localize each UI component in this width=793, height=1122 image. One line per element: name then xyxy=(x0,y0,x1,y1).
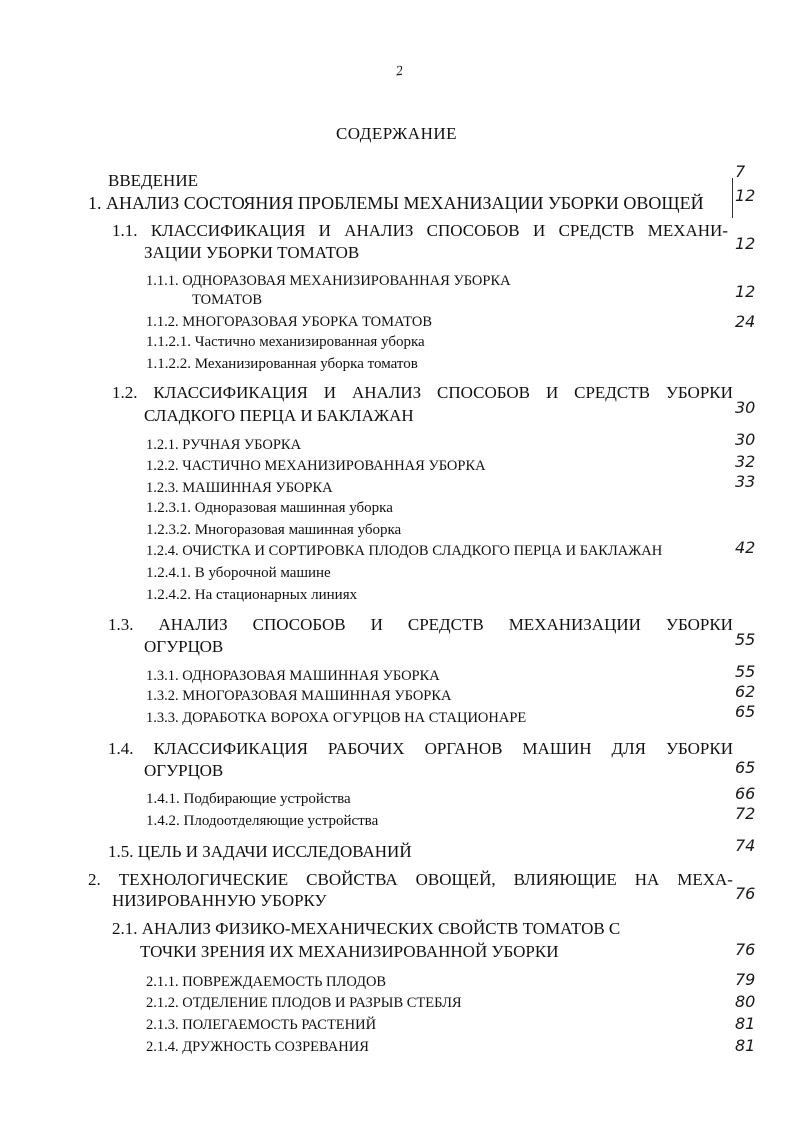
toc-entry-word: МЕХАНИЗАЦИИ xyxy=(508,615,641,634)
toc-entry-word: МАШИН xyxy=(522,739,592,758)
toc-entry-word: И xyxy=(532,221,546,240)
toc-entry-word: СРЕДСТВ xyxy=(558,221,635,240)
toc-page-number: 80 xyxy=(735,992,756,1011)
toc-page-number: 76 xyxy=(735,884,756,903)
toc-page-number: 66 xyxy=(735,784,756,803)
toc-entry: 1.3.2. МНОГОРАЗОВАЯ МАШИННАЯ УБОРКА xyxy=(146,688,452,704)
toc-entry-word: ОРГАНОВ xyxy=(424,739,503,758)
toc-entry: 1.3.1. ОДНОРАЗОВАЯ МАШИННАЯ УБОРКА xyxy=(146,668,440,684)
toc-entry: 1.4.1. Подбирающие устройства xyxy=(146,791,351,807)
toc-page-number: 30 xyxy=(735,430,756,449)
toc-page-number: 79 xyxy=(735,970,756,989)
toc-entry-word: 2. xyxy=(88,870,101,889)
toc-page-number: 7 xyxy=(735,162,746,181)
toc-entry-word: ОВОЩЕЙ, xyxy=(415,870,496,889)
toc-entry-word: И xyxy=(318,221,331,240)
toc-page-number: 72 xyxy=(735,804,756,823)
toc-entry-word: СПОСОБОВ xyxy=(437,383,531,402)
toc-entry-word: ДЛЯ xyxy=(611,739,646,758)
toc-entry xyxy=(108,616,733,633)
toc-entry-word: АНАЛИЗ xyxy=(351,383,422,402)
toc-entry xyxy=(112,384,733,401)
toc-entry-word: 1.2. xyxy=(112,383,138,402)
toc-entry: ВВЕДЕНИЕ xyxy=(108,171,198,190)
toc-entry: 1. АНАЛИЗ СОСТОЯНИЯ ПРОБЛЕМЫ МЕХАНИЗАЦИИ УБОРКИ ОВОЩЕЙ xyxy=(88,193,704,213)
toc-entry xyxy=(112,222,728,239)
toc-page-number: 12 xyxy=(735,282,756,301)
toc-page-number: 81 xyxy=(735,1036,756,1055)
toc-entry-word: СРЕДСТВ xyxy=(407,615,484,634)
toc-page-number: 33 xyxy=(735,472,756,491)
page-title: СОДЕРЖАНИЕ xyxy=(335,124,458,143)
toc-entry-word: КЛАССИФИКАЦИЯ xyxy=(153,739,308,758)
toc-entry-word: УБОРКИ xyxy=(665,739,733,758)
toc-entry: 2.1.3. ПОЛЕГАЕМОСТЬ РАСТЕНИЙ xyxy=(146,1017,377,1033)
toc-entry-word: 1.3. xyxy=(108,615,134,634)
toc-entry-continuation: СЛАДКОГО ПЕРЦА И БАКЛАЖАН xyxy=(144,406,414,425)
toc-entry: 1.3.3. ДОРАБОТКА ВОРОХА ОГУРЦОВ НА СТАЦИОНАРЕ xyxy=(146,710,527,726)
toc-entry-word: СПОСОБОВ xyxy=(252,615,346,634)
toc-entry-continuation: ЗАЦИИ УБОРКИ ТОМАТОВ xyxy=(144,243,360,262)
toc-entry-word: МЕХАНИ- xyxy=(647,221,728,240)
toc-entry-word: АНАЛИЗ xyxy=(158,615,228,634)
toc-entry-continuation: ТОМАТОВ xyxy=(192,292,263,308)
toc-page-number: 74 xyxy=(735,836,756,855)
toc-entry: 1.1.2.2. Механизированная уборка томатов xyxy=(146,356,418,372)
toc-entry-word: И xyxy=(545,383,559,402)
toc-entry: 1.1.2. МНОГОРАЗОВАЯ УБОРКА ТОМАТОВ xyxy=(146,314,432,330)
toc-entry-continuation: НИЗИРОВАННУЮ УБОРКУ xyxy=(112,891,327,910)
toc-entry-word: И xyxy=(323,383,337,402)
toc-entry: 2.1. АНАЛИЗ ФИЗИКО-МЕХАНИЧЕСКИХ СВОЙСТВ ТОМАТОВ С xyxy=(112,919,621,938)
toc-entry xyxy=(88,871,733,888)
toc-entry-word: НА xyxy=(634,870,660,889)
toc-entry-word: УБОРКИ xyxy=(665,383,733,402)
toc-page-number: 55 xyxy=(735,630,756,649)
toc-page-number: 24 xyxy=(735,312,756,331)
toc-page-number: 30 xyxy=(735,398,756,417)
toc-page-number: 65 xyxy=(735,702,756,721)
toc-page-number: 65 xyxy=(735,758,756,777)
toc-entry-word: СРЕДСТВ xyxy=(574,383,650,402)
toc-page-number: 12 xyxy=(735,186,756,205)
margin-line xyxy=(732,178,733,218)
toc-entry-word: ТЕХНОЛОГИЧЕСКИЕ xyxy=(118,870,289,889)
toc-entry: 1.2.3.2. Многоразовая машинная уборка xyxy=(146,522,402,538)
toc-entry: 1.5. ЦЕЛЬ И ЗАДАЧИ ИССЛЕДОВАНИЙ xyxy=(108,842,412,861)
toc-entry-word: СПОСОБОВ xyxy=(426,221,520,240)
toc-page-number: 32 xyxy=(735,452,756,471)
toc-entry-word: КЛАССИФИКАЦИЯ xyxy=(153,383,308,402)
toc-page-number: 81 xyxy=(735,1014,756,1033)
toc-entry-word: УБОРКИ xyxy=(665,615,733,634)
toc-entry-continuation: ОГУРЦОВ xyxy=(144,637,224,656)
toc-page-number: 42 xyxy=(735,538,756,557)
toc-entry: 1.2.4.2. На стационарных линиях xyxy=(146,587,358,603)
page-number: 2 xyxy=(394,63,404,80)
toc-entry: 1.1.2.1. Частично механизированная уборка xyxy=(146,334,425,350)
toc-entry: 1.2.3.1. Одноразовая машинная уборка xyxy=(146,500,393,516)
toc-entry-word: СВОЙСТВА xyxy=(306,870,398,889)
toc-entry: 2.1.1. ПОВРЕЖДАЕМОСТЬ ПЛОДОВ xyxy=(146,974,387,990)
toc-entry: 1.2.1. РУЧНАЯ УБОРКА xyxy=(146,437,302,453)
toc-entry: 1.4.2. Плодоотделяющие устройства xyxy=(146,813,379,829)
toc-entry-word: КЛАССИФИКАЦИЯ xyxy=(150,221,306,240)
toc-entry-word: 1.1. xyxy=(112,221,138,240)
toc-page-number: 62 xyxy=(735,682,756,701)
toc-entry-word: МЕХА- xyxy=(677,870,733,889)
toc-entry-continuation: ОГУРЦОВ xyxy=(144,761,224,780)
toc-entry: 2.1.4. ДРУЖНОСТЬ СОЗРЕВАНИЯ xyxy=(146,1039,369,1055)
toc-entry: 1.2.4. ОЧИСТКА И СОРТИРОВКА ПЛОДОВ СЛАДКОГО ПЕРЦА И БАКЛАЖАН xyxy=(146,543,663,559)
toc-page-number: 76 xyxy=(735,940,756,959)
toc-entry-continuation: ТОЧКИ ЗРЕНИЯ ИХ МЕХАНИЗИРОВАННОЙ УБОРКИ xyxy=(140,942,559,961)
toc-entry: 2.1.2. ОТДЕЛЕНИЕ ПЛОДОВ И РАЗРЫВ СТЕБЛЯ xyxy=(146,995,462,1011)
toc-entry-word: РАБОЧИХ xyxy=(327,739,405,758)
toc-entry: 1.2.3. МАШИННАЯ УБОРКА xyxy=(146,480,333,496)
toc-entry: 1.2.4.1. В уборочной машине xyxy=(146,565,331,581)
toc-entry-word: ВЛИЯЮЩИЕ xyxy=(513,870,617,889)
toc-entry-word: И xyxy=(370,615,383,634)
toc-entry-word: АНАЛИЗ xyxy=(344,221,414,240)
toc-page-number: 12 xyxy=(735,234,756,253)
toc-entry-word: 1.4. xyxy=(108,739,134,758)
toc-entry: 1.2.2. ЧАСТИЧНО МЕХАНИЗИРОВАННАЯ УБОРКА xyxy=(146,458,486,474)
toc-entry: 1.1.1. ОДНОРАЗОВАЯ МЕХАНИЗИРОВАННАЯ УБОРКА xyxy=(146,273,511,289)
toc-page-number: 55 xyxy=(735,662,756,681)
toc-entry xyxy=(108,740,733,757)
